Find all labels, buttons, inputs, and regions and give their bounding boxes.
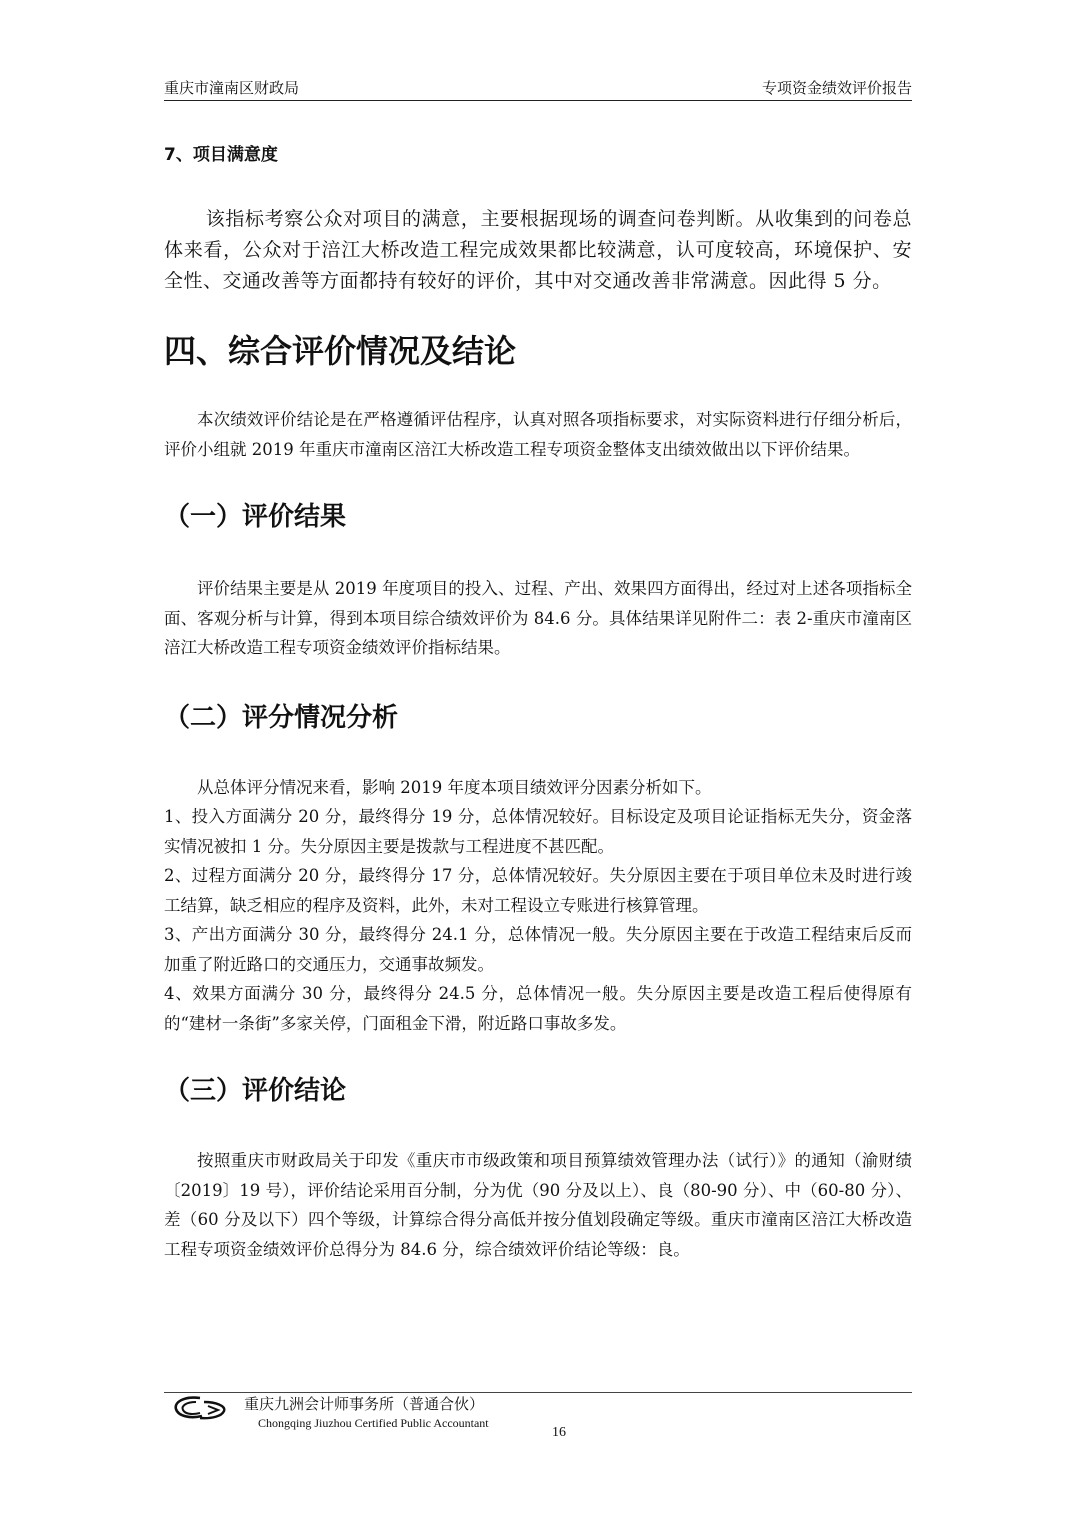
chapter4-intro: 本次绩效评价结论是在严格遵循评估程序，认真对照各项指标要求，对实际资料进行仔细分析后，评价小组就 2019 年重庆市潼南区涪江大桥改造工程专项资金整体支出绩效做出以下评价结果。 bbox=[164, 410, 912, 459]
chapter4-title: 四、综合评价情况及结论 bbox=[164, 332, 517, 370]
header-right-text: 专项资金绩效评价报告 bbox=[761, 79, 912, 97]
part2-item-4: 4、效果方面满分 30 分，最终得分 24.5 分，总体情况一般。失分原因主要是改造工程后使得原有的“建材一条街”多家关停，门面租金下滑，附近路口事故多发。 bbox=[164, 984, 912, 1033]
footer-firm-name-en: Chongqing Jiuzhou Certified Public Accountant bbox=[258, 1416, 489, 1430]
part2-intro: 从总体评分情况来看，影响 2019 年度本项目绩效评分因素分析如下。 bbox=[197, 777, 712, 797]
page-number: 16 bbox=[552, 1425, 566, 1440]
part3-title: （三）评价结论 bbox=[164, 1076, 347, 1106]
section7-paragraph: 该指标考察公众对项目的满意，主要根据现场的调查问卷判断。从收集到的问卷总体来看，公众对于涪江大桥改造工程完成效果都比较满意，认可度较高，环境保护、安全性、交通改善等方面都持有较好的评价，其中对交通改善非常满意。因此得 5 分。 bbox=[164, 208, 912, 292]
part1-paragraph: 评价结果主要是从 2019 年度项目的投入、过程、产出、效果四方面得出，经过对上述各项指标全面、客观分析与计算，得到本项目综合绩效评价为 84.6 分。具体结果详见附件二：表 2-重庆市潼南区涪江大桥改造工程专项资金绩效评价指标结果。 bbox=[164, 579, 912, 657]
part2-item-2: 2、过程方面满分 20 分，最终得分 17 分，总体情况较好。失分原因主要在于项目单位未及时进行竣工结算，缺乏相应的程序及资料，此外，未对工程设立专账进行核算管理。 bbox=[164, 866, 912, 915]
page-content bbox=[164, 138, 912, 1264]
footer-firm-name-cn: 重庆九洲会计师事务所（普通合伙） bbox=[244, 1395, 485, 1413]
part2-title: （二）评分情况分析 bbox=[164, 702, 399, 733]
part3-paragraph: 按照重庆市财政局关于印发《重庆市市级政策和项目预算绩效管理办法（试行）》的通知（渝财绩〔2019〕19 号），评价结论采用百分制，分为优（90 分及以上）、良（80-90 分）、中（60-80 分）、差（60 分及以下）四个等级，计算综合得分高低并按分值划段确定等级。重庆市潼南区涪江大桥改造工程专项资金绩效评价总得分为 84.6 分，综合绩效评价结论等级：良。 bbox=[164, 1151, 912, 1259]
firm-logo-icon bbox=[170, 1394, 232, 1422]
page-header bbox=[164, 76, 912, 101]
part2-item-3: 3、产出方面满分 30 分，最终得分 24.1 分，总体情况一般。失分原因主要在于改造工程结束后反而加重了附近路口的交通压力，交通事故频发。 bbox=[164, 925, 912, 974]
part1-title: （一）评价结果 bbox=[164, 502, 347, 532]
section7-title: 7、项目满意度 bbox=[164, 145, 278, 165]
footer-divider bbox=[164, 1392, 912, 1393]
header-left-text: 重庆市潼南区财政局 bbox=[164, 79, 300, 97]
part2-item-1: 1、投入方面满分 20 分，最终得分 19 分，总体情况较好。目标设定及项目论证指标无失分，资金落实情况被扣 1 分。失分原因主要是拨款与工程进度不甚匹配。 bbox=[164, 807, 912, 856]
